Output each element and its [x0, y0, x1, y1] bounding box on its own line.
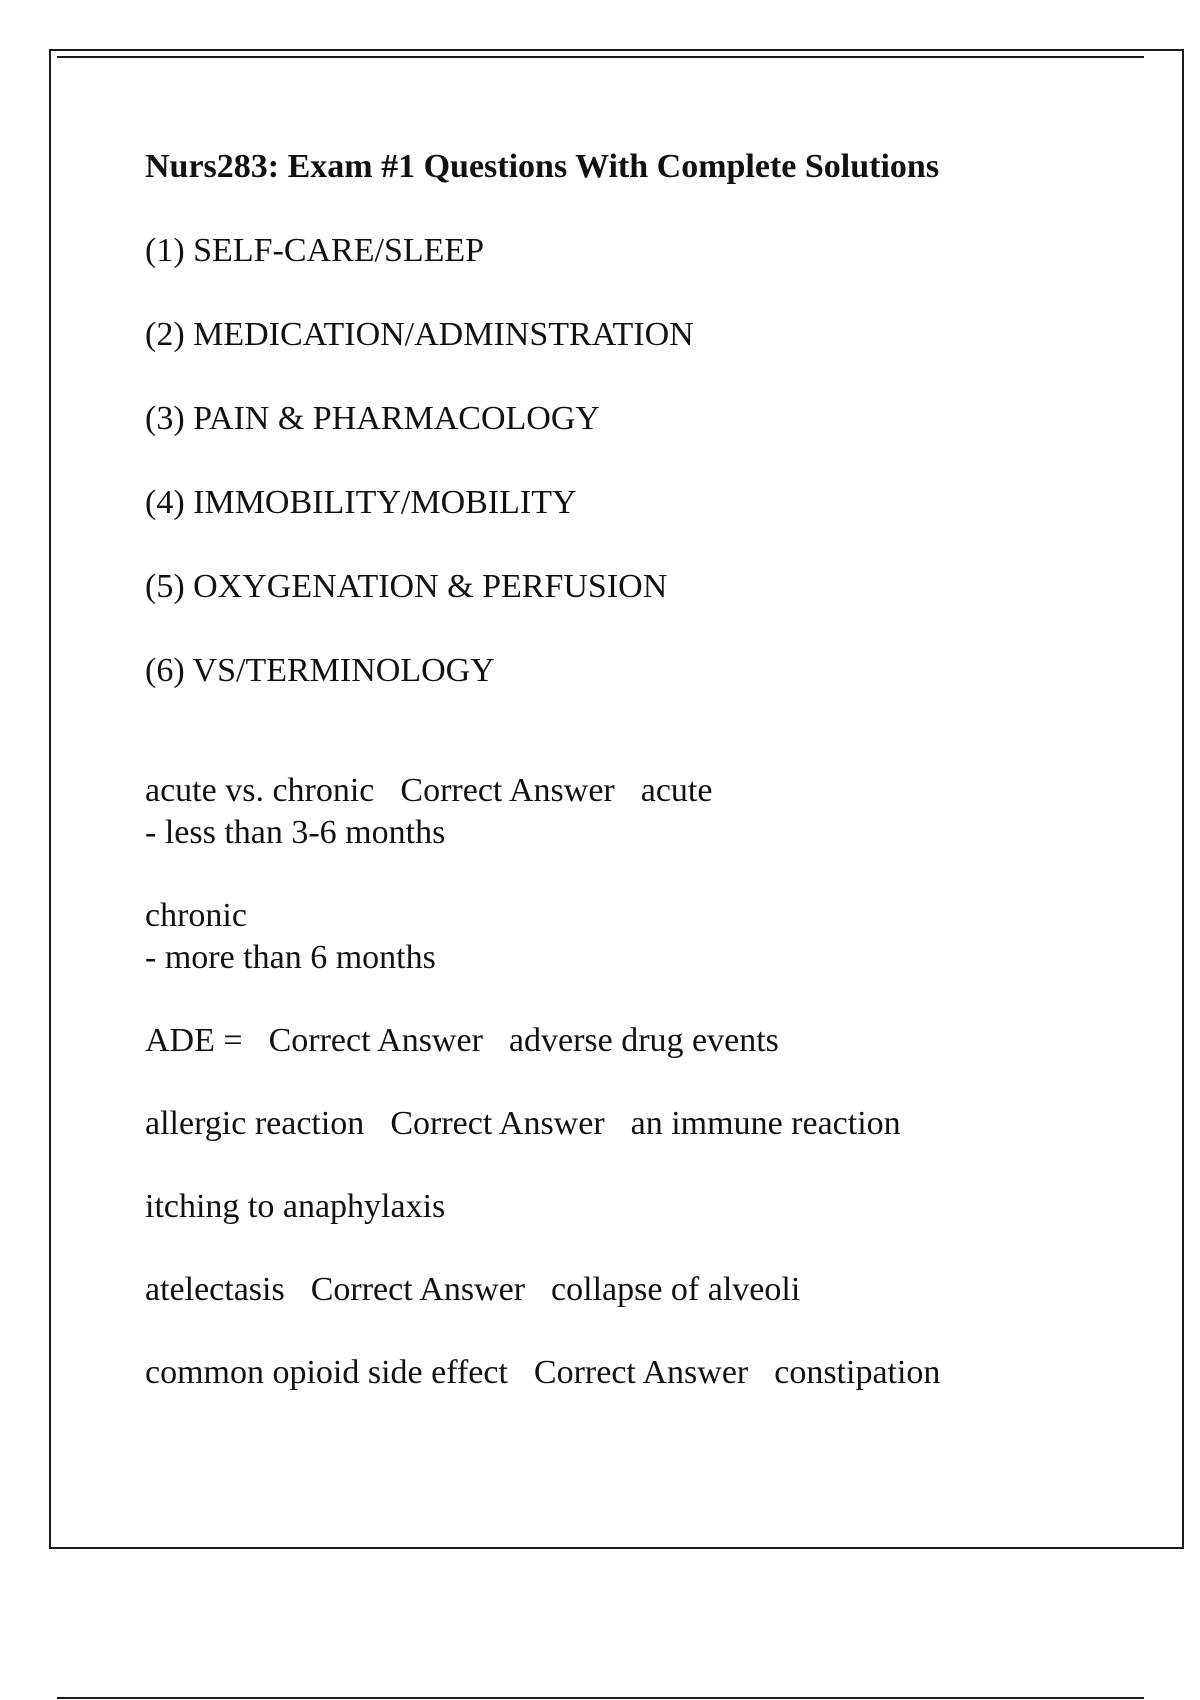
qa-term: acute vs. chronic: [145, 772, 375, 809]
correct-answer-label: Correct Answer: [400, 772, 615, 809]
qa-answer: adverse drug events: [508, 1022, 779, 1059]
qa-answer: an immune reaction: [630, 1105, 901, 1142]
bottom-rule: [57, 1697, 1144, 1699]
qa-line: [145, 1269, 1145, 1311]
topic-item: (4) IMMOBILITY/MOBILITY: [145, 484, 577, 521]
qa-item: [145, 1352, 1145, 1394]
topic-item: (5) OXYGENATION & PERFUSION: [145, 568, 668, 605]
qa-list: [145, 770, 1145, 1394]
qa-line: [145, 1020, 1145, 1062]
qa-line: [145, 1352, 1145, 1394]
correct-answer-label: Correct Answer: [268, 1022, 483, 1059]
qa-answer: collapse of alveoli: [551, 1271, 801, 1308]
qa-line: [145, 770, 1145, 812]
correct-answer-label: Correct Answer: [310, 1271, 526, 1308]
qa-term: atelectasis: [145, 1271, 285, 1308]
qa-detail: - more than 6 months: [145, 939, 436, 976]
topic-item: (2) MEDICATION/ADMINSTRATION: [145, 316, 694, 353]
qa-detail: chronic: [145, 897, 247, 934]
document-title: Nurs283: Exam #1 Questions With Complete Solutions: [145, 148, 940, 185]
qa-term: ADE =: [145, 1022, 243, 1059]
topic-item: (6) VS/TERMINOLOGY: [145, 652, 495, 689]
qa-detail: itching to anaphylaxis: [145, 1188, 446, 1225]
qa-term: allergic reaction: [145, 1105, 365, 1142]
qa-answer: acute: [640, 772, 713, 809]
qa-item: [145, 1020, 1145, 1062]
document-content: [145, 141, 1145, 1435]
qa-line: [145, 1103, 1145, 1145]
qa-item: [145, 770, 1145, 854]
topic-item: (3) PAIN & PHARMACOLOGY: [145, 400, 600, 437]
correct-answer-label: Correct Answer: [390, 1105, 605, 1142]
qa-item: [145, 1103, 1145, 1145]
topic-item: (1) SELF-CARE/SLEEP: [145, 232, 485, 269]
qa-term: common opioid side effect: [145, 1354, 508, 1391]
qa-detail: - less than 3-6 months: [145, 814, 446, 851]
qa-item: [145, 1186, 1145, 1228]
correct-answer-label: Correct Answer: [533, 1354, 749, 1391]
topic-list: [145, 225, 1145, 697]
qa-item: [145, 1269, 1145, 1311]
qa-answer: constipation: [774, 1354, 941, 1391]
qa-item: [145, 895, 1145, 979]
